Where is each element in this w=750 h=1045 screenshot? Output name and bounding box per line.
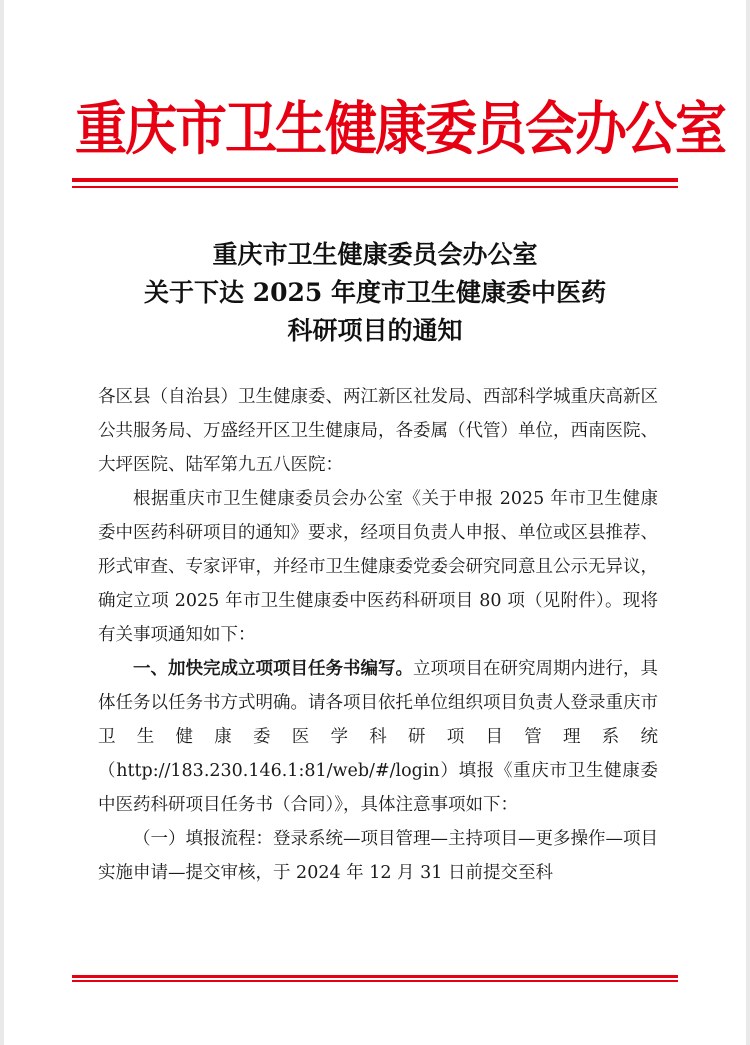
page-edge-left <box>0 0 4 1045</box>
subsection-1-paragraph: （一）填报流程：登录系统—项目管理—主持项目—更多操作—项目实施申请—提交审核，于 2024 年 12 月 31 日前提交至科 <box>98 829 658 883</box>
title-line-3: 科研项目的通知 <box>287 316 463 345</box>
section-1-paragraph <box>98 652 658 822</box>
red-masthead: 重庆市卫生健康委员会办公室 <box>75 97 726 163</box>
section-1-text: 立项项目在研究周期内进行，具体任务以任务书方式明确。请各项目依托单位组织项目负责人登录重庆市卫生健康委医学科研项目管理系统（http://183.230.146.1:81/web/#/login）填报《重庆市卫生健康委中医药科研项目任务书（合同）》，具体注意事项如下： <box>98 659 658 815</box>
footer-rule-thick <box>72 975 678 978</box>
title-line-2: 关于下达 2025 年度市卫生健康委中医药 <box>144 278 606 307</box>
masthead-rule-thick <box>72 178 678 182</box>
title-line-1: 重庆市卫生健康委员会办公室 <box>212 240 538 269</box>
page-edge-right <box>746 0 750 1045</box>
section-1-heading: 一、加快完成立项项目任务书编写。 <box>133 659 413 679</box>
masthead-rule-thin <box>72 186 678 188</box>
recipients-paragraph: 各区县（自治县）卫生健康委、两江新区社发局、西部科学城重庆高新区公共服务局、万盛经开区卫生健康局，各委属（代管）单位，西南医院、大坪医院、陆军第九五八医院： <box>98 387 658 475</box>
footer-rule-thin <box>72 980 678 982</box>
intro-paragraph: 根据重庆市卫生健康委员会办公室《关于申报 2025 年市卫生健康委中医药科研项目的通知》要求，经项目负责人申报、单位或区县推荐、形式审查、专家评审，并经市卫生健康委党委会研究同意且公示无异议，确定立项 2025 年市卫生健康委中医药科研项目 80 项（见附件）。现将有关事项通知如下： <box>98 489 658 645</box>
document-body <box>98 380 658 890</box>
document-title <box>75 236 675 350</box>
